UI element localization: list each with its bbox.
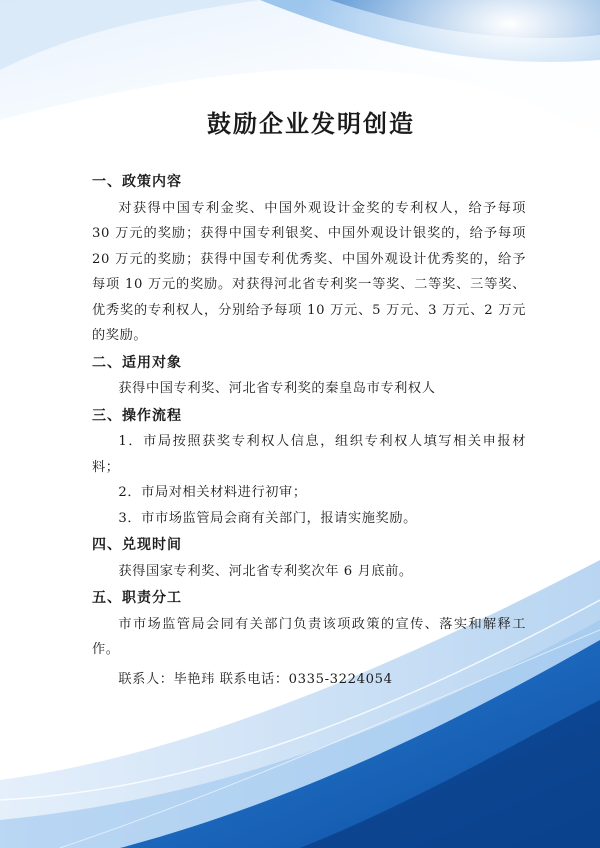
section-paragraph: 获得中国专利奖、河北省专利奖的秦皇岛市专利权人: [118, 381, 436, 396]
section-heading-procedure: 三、操作流程: [92, 407, 182, 424]
section-heading-time: 四、兑现时间: [92, 537, 182, 553]
procedure-step-2: 2．市局对相关材料进行初审；: [118, 485, 307, 500]
section-paragraph: 获得国家专利奖、河北省专利奖次年 6 月底前。: [118, 563, 413, 579]
procedure-step-3: 3．市市场监管局会商有关部门，报请实施奖励。: [118, 510, 417, 526]
contact-info: 联系人：毕艳玮 联系电话：0335-3224054: [118, 671, 393, 687]
section-paragraph: 市市场监管局会同有关部门负责该项政策的宣传、落实和解释工作。: [92, 616, 526, 657]
section-paragraph: 对获得中国专利金奖、中国外观设计金奖的专利权人，给予每项 30 万元的奖励；获得中国专利银奖、中国外观设计银奖的，给予每项 20 万元的奖励；获得中国专利优秀奖、中国外观设计优秀奖的，给予每项 10 万元的奖励。对获得河北省专利奖一等奖、二等奖、三等奖、优秀奖的专利权人，分别给予每项 10 万元、5 万元、3 万元、2 万元的奖励。: [92, 200, 526, 343]
procedure-step-1: 1．市局按照获奖专利权人信息，组织专利权人填写相关申报材料；: [92, 434, 526, 475]
page-title: 鼓励企业发明创造: [207, 110, 415, 138]
section-heading-applicable: 二、适用对象: [92, 354, 182, 371]
document-body: [92, 168, 526, 692]
section-heading-duty: 五、职责分工: [92, 590, 182, 606]
section-heading-policy: 一、政策内容: [92, 174, 182, 190]
